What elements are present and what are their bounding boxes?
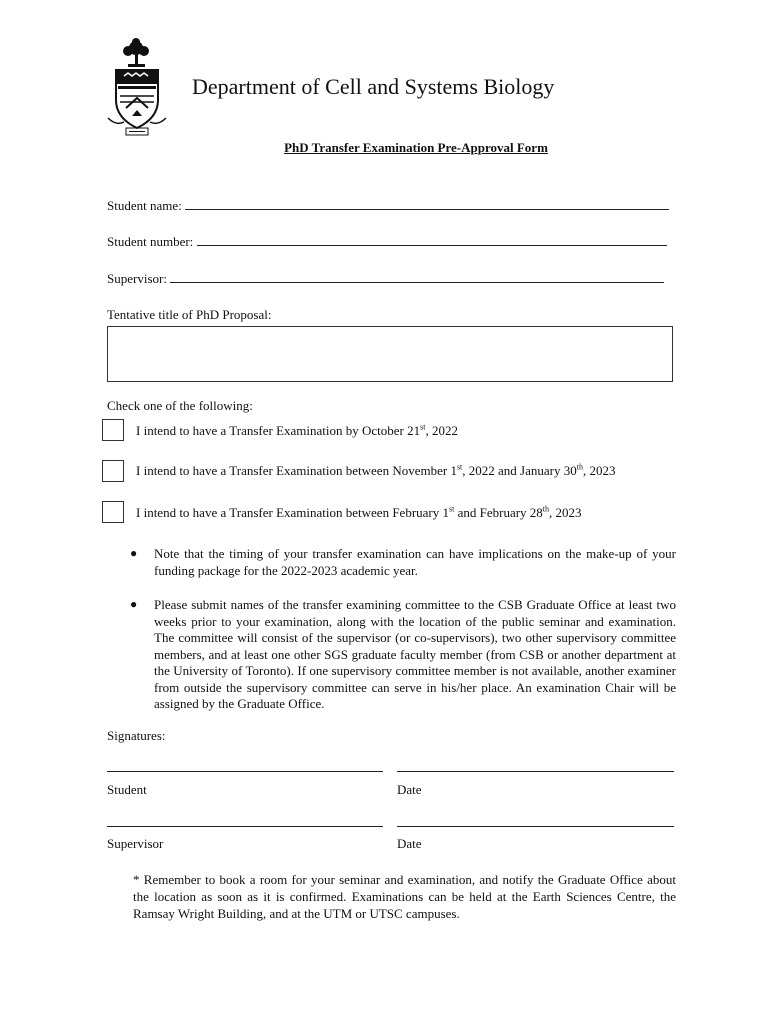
supervisor-date-line[interactable]	[397, 826, 674, 827]
signatures-heading: Signatures:	[107, 728, 166, 743]
student-name-line[interactable]	[185, 198, 669, 210]
student-date-line[interactable]	[397, 771, 674, 772]
student-number-field[interactable]	[107, 234, 667, 250]
note-funding: Note that the timing of your transfer examination can have implications on the make-up of your funding package for the 2022-2023 academic year.	[154, 546, 676, 578]
checkbox-option-2[interactable]	[102, 460, 124, 482]
student-signature-label: Student	[107, 782, 147, 797]
supervisor-signature-label: Supervisor	[107, 836, 164, 851]
supervisor-field[interactable]	[107, 271, 664, 287]
supervisor-line[interactable]	[170, 271, 664, 283]
bullet-icon: ●	[130, 597, 138, 611]
checkbox-option-1[interactable]	[102, 419, 124, 441]
university-crest-logo	[106, 38, 168, 138]
student-number-line[interactable]	[197, 234, 667, 246]
supervisor-date-label: Date	[397, 836, 422, 851]
student-name-field[interactable]	[107, 198, 669, 214]
option-1-label: I intend to have a Transfer Examination by October 21st, 2022	[136, 422, 458, 438]
student-signature-line[interactable]	[107, 771, 383, 772]
footer-reminder: * Remember to book a room for your seminar and examination, and notify the Graduate Office about the location as soon as it is confirmed. Examinations can be held at the Earth Sciences Centre, the Ramsay Wright Building, and at the UTM or UTSC campuses.	[133, 872, 676, 921]
supervisor-signature-line[interactable]	[107, 826, 383, 827]
checklist-prompt: Check one of the following:	[107, 398, 253, 413]
bullet-icon: ●	[130, 546, 138, 560]
option-3-label: I intend to have a Transfer Examination between February 1st and February 28th, 2023	[136, 504, 582, 520]
student-date-label: Date	[397, 782, 422, 797]
form-title: PhD Transfer Examination Pre-Approval Form	[284, 140, 548, 155]
proposal-title-label: Tentative title of PhD Proposal:	[107, 307, 272, 322]
note-committee: Please submit names of the transfer examining committee to the CSB Graduate Office at least two weeks prior to your examination, along with the location of the public seminar and examination. The committee will consist of the supervisor (or co-supervisors), two other supervisory committee members, and at least one other SGS graduate faculty member (from CSB or another department at the University of Toronto). If one supervisory committee member is not available, another examiner from outside the supervisory committee can serve in his/her place. An examination Chair will be assigned by the Graduate Office.	[154, 597, 676, 711]
student-number-label: Student number:	[107, 234, 194, 249]
department-title: Department of Cell and Systems Biology	[192, 74, 555, 99]
proposal-title-box[interactable]	[107, 326, 673, 382]
student-name-label: Student name:	[107, 198, 182, 213]
supervisor-label: Supervisor:	[107, 271, 167, 286]
option-2-label: I intend to have a Transfer Examination between November 1st, 2022 and January 30th, 2023	[136, 462, 616, 478]
checkbox-option-3[interactable]	[102, 501, 124, 523]
